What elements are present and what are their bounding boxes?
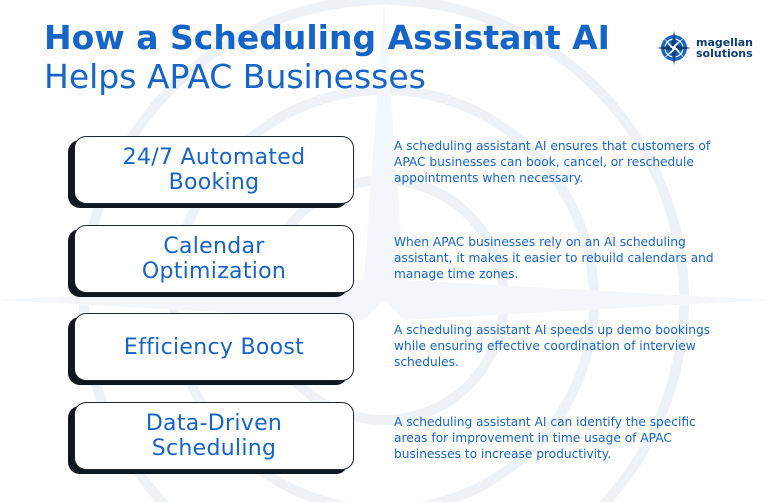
feature-description: A scheduling assistant AI speeds up demo bookings while ensuring effective coordination of interview schedules.	[394, 323, 711, 369]
feature-description: A scheduling assistant AI ensures that customers of APAC businesses can book, cancel, or reschedule appointments when necessary.	[394, 139, 711, 185]
card-title: Efficiency Boost	[123, 334, 305, 360]
card-face	[74, 225, 354, 293]
logo-text-line-2: solutions	[696, 47, 753, 60]
feature-card-automated-booking	[68, 136, 354, 208]
title-line-2: Helps APAC Businesses	[44, 57, 426, 96]
feature-description: A scheduling assistant AI can identify the specific areas for improvement in time usage of APAC businesses to increase productivity.	[394, 415, 696, 461]
card-title: 24/7 Automated Booking	[122, 145, 306, 195]
feature-description: When APAC businesses rely on an AI scheduling assistant, it makes it easier to rebuild calendars and manage time zones.	[394, 235, 714, 281]
logo-text-line-1: magellan	[696, 36, 754, 49]
page-title	[44, 18, 610, 96]
title-line-1: How a Scheduling Assistant AI	[44, 18, 610, 57]
card-title: Data-Driven Scheduling	[145, 411, 283, 461]
logo-wordmark	[696, 37, 753, 59]
card-face	[74, 136, 354, 204]
compass-icon	[656, 30, 692, 66]
feature-card-calendar-optimization	[68, 225, 354, 297]
card-face	[74, 313, 354, 381]
brand-logo	[656, 30, 756, 64]
card-title: Calendar Optimization	[141, 234, 287, 284]
feature-card-efficiency-boost	[68, 313, 354, 385]
card-face	[74, 402, 354, 470]
feature-card-data-driven-scheduling	[68, 402, 354, 474]
